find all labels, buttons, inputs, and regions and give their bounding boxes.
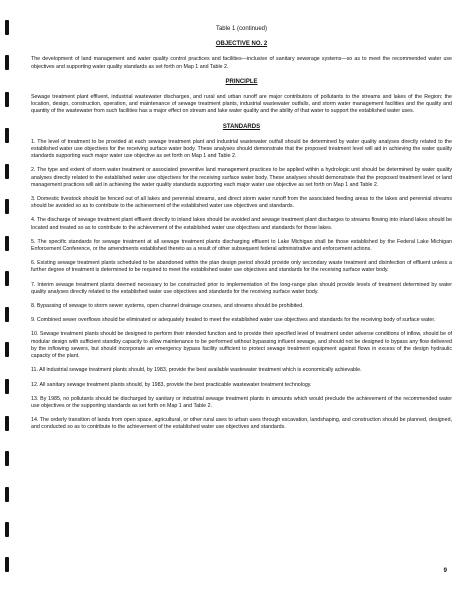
binding-mark (5, 416, 9, 431)
binding-mark (5, 164, 9, 179)
page-number: 9 (443, 568, 447, 574)
document-page (31, 26, 452, 439)
standard-item: 9. Combined sewer overflows should be eliminated or adequately treated to meet the established water use objectives and standards for the receiving body of surface water. (31, 317, 436, 324)
binding-mark (5, 92, 9, 107)
binding-mark (5, 307, 9, 322)
standard-item: 8. Bypassing of sewage to storm sewer systems, open channel drainage courses, and streams should be prohibited. (31, 303, 304, 310)
standard-item: 12. All sanitary sewage treatment plants should, by 1983, provide the best practicable wastewater treatment technology. (31, 381, 312, 388)
table-caption: Table 1 (continued) (215, 26, 268, 32)
standard-item: 14. The orderly transition of lands from open space, agricultural, or other rural uses to urban uses through excavation, landshaping, and construction should be planned, designed, and conducted so as to contribute to the achievement of the established water use objectives and standards. (31, 417, 452, 431)
standard-item: 10. Sewage treatment plants should be designed to perform their intended function and to provide their specified level of treatment under adverse conditions of inflow, should be of modular design with sufficient standby capacity to allow maintenance to be performed without bypassing influent sewage, and should not be designed to bypass any flow delivered by the inflowing sewers, but should incorporate an emergency bypass facility sufficient to protect sewage treatment equipment against flows in excess of the design hydraulic capacity of the plant. (31, 331, 452, 360)
standard-item: 2. The type and extent of storm water treatment or associated preventive land management practices to be applied within a hydrologic unit should be determined by water quality analyses directly related to the established water use objectives for the receiving surface water body. These analyses should demonstrate that the proposed treatment level or land management practices will aid in achieving the water quality standards supporting each major water use objective as set forth on Map 1 and Table 2. (31, 167, 452, 188)
standards-list (31, 139, 452, 432)
objective-text: The development of land management and water quality control practices and facilities—inclusive of sanitary sewerage systems—so as to meet the recommended water use objectives and supporting water quality standards as set forth on Map 1 and Table 2. (31, 56, 452, 70)
standard-item: 3. Domestic livestock should be fenced out of all lakes and perennial streams, and direct storm water runoff from the associated feeding areas to the lakes and perennial streams should be avoided so as to contribute to the achievement of the established water use objectives and standards. (31, 196, 452, 210)
standard-item: 4. The discharge of sewage treatment plant effluent directly to inland lakes should be avoided and sewage treatment plant discharges to streams flowing into inland lakes should be located and treated so as to contribute to the achievement of the established water use objectives and standards for those lakes. (31, 217, 452, 231)
binding-mark (5, 342, 9, 357)
binding-mark (5, 271, 9, 286)
standard-item: 6. Existing sewage treatment plants scheduled to be abandoned within the plan design period should provide only secondary waste treatment and disinfection of effluent unless a further degree of treatment is determined to be required to meet the established water use objectives and standards for the receiving surface water body. (31, 260, 452, 274)
binding-mark (5, 128, 9, 143)
binding-mark (5, 55, 9, 70)
standard-item: 1. The level of treatment to be provided at each sewage treatment plant and industrial wastewater outfall should be determined by water quality analyses directly related to the established water use objectives for the receiving surface water body. These analyses should demonstrate that the proposed treatment level will aid in achieving the water quality standards supporting each major water use objective as set forth on Map 1 and Table 2. (31, 138, 452, 160)
standards-heading: STANDARDS (222, 123, 261, 130)
objective-heading: OBJECTIVE NO. 2 (215, 41, 268, 48)
binding-mark (5, 557, 9, 572)
binding-mark (5, 487, 9, 502)
binding-mark (5, 379, 9, 394)
standard-item: 11. All industrial sewage treatment plants should, by 1983, provide the best available wastewater treatment which is economically achievable. (31, 367, 362, 374)
binding-mark (5, 236, 9, 251)
principle-text: Sewage treatment plant effluent, industrial wastewater discharges, and rural and urban runoff are major contributors of pollutants to the streams and lakes of the Region; the location, design, construction, operation, and maintenance of sewage treatment plants, industrial wastewater outfalls, and storm water management facilities and the quality and quantity of the wastewater from such facilities has a major effect on stream and lake water quality and the ability of that water to support the established water uses. (31, 94, 452, 115)
principle-heading: PRINCIPLE (225, 78, 258, 85)
binding-mark (5, 199, 9, 214)
standard-item: 5. The specific standards for sewage treatment at all sewage treatment plants discharging effluent to Lake Michigan shall be those established by the Federal Lake Michigan Enforcement Conference, or the amendments established thereto as a result of other subsequent federal administrative and enforcement actions. (31, 238, 452, 253)
standard-item: 7. Interim sewage treatment plants deemed necessary to be constructed prior to implementation of the long-range plan should provide levels of treatment determined by water quality analyses directly related to the established water use objectives and standards for the receiving surface water body. (31, 281, 452, 295)
binding-mark (5, 451, 9, 466)
binding-mark (5, 20, 9, 35)
binding-mark (5, 522, 9, 537)
standard-item: 13. By 1985, no pollutants should be discharged by sanitary or industrial sewage treatment plants in amounts which would preclude the achievement of the recommended water use objectives or the supporting standards as set forth on Map 1 and Table 2. (31, 395, 452, 409)
